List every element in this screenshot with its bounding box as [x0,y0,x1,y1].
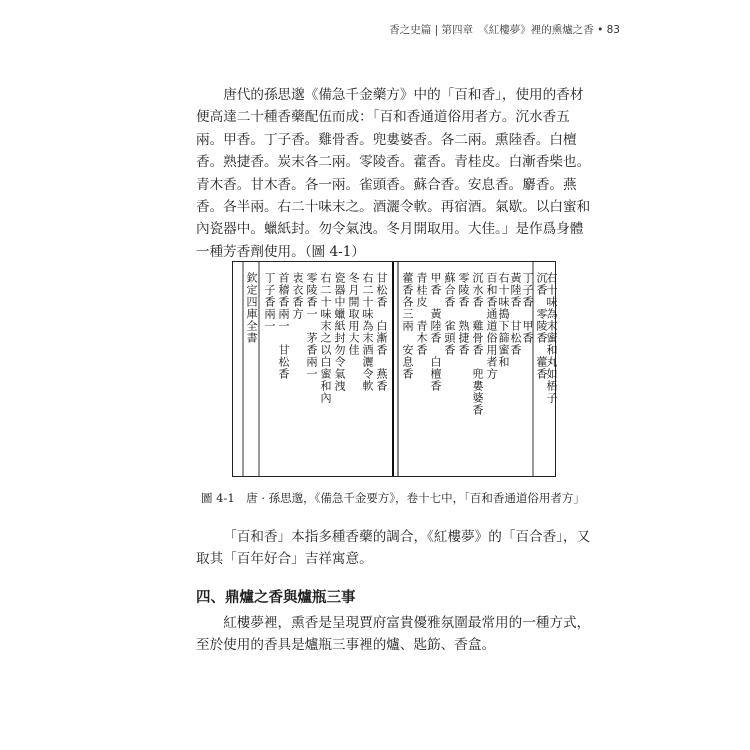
figure-column-7: 瓷器中蠟紙封勿令氣洩 [333,272,346,392]
figure-column-22: 右十味為末蜜和丸如梧子 [545,272,558,404]
figure-column-10: 甘松香 白漸香 燕香 [375,272,388,392]
figure-scan [232,261,556,477]
running-header: 香之史篇 | 第四章 《紅樓夢》裡的熏爐之香 • 83 [389,24,620,36]
figure-column-21: 沉香 零陵香 藿香 [535,272,548,380]
body-paragraph-1: 唐代的孫思邈《備急千金藥方》中的「百和香」，使用的香材便高達二十種香藥配伍而成：「百和香通道俗用者方。沉水香五兩。甲香。丁子香。雞骨香。兜婁婆香。各二兩。熏陸香。白檀香。熟捷香。炭末各二兩。零陵香。藿香。青桂皮。白漸香柴也。青木香。甘木香。各一兩。雀頭香。蘇合香。安息香。麝香。燕香。各半兩。右二十味末之。酒灑令軟。再宿酒。氣歇。以白蜜和內瓷器中。蠟紙封。勿令氣洩。冬月開取用。大佳。」是作爲身體一種芳香劑使用。（圖 4-1） [196,87,591,260]
body-paragraph-3: 紅樓夢裡，熏香是呈現賈府富貴優雅氛圍最常用的一種方式，至於使用的香具是爐瓶三事裡的爐、匙筯、香盒。 [196,615,591,654]
figure-column-1: 欽定四庫全書 [245,272,258,344]
figure-caption: 圖 4-1 唐 · 孫思邈，《備急千金要方》，卷十七中，「百和香通道俗用者方」 [201,491,585,505]
figure-column-9: 右二十味為末酒灑令軟 [361,272,374,392]
figure-column-13: 甲香 黃陸香 白檀香 [429,272,442,392]
body-paragraph-2: 「百和香」本指多種香藥的調合，《紅樓夢》的「百合香」，又取其「百年好合」吉祥寓意。 [196,529,591,568]
figure-column-16: 沉水香 雞骨香 兜婁婆香 [471,272,484,416]
figure-column-20: 丁子香 甲香 [521,272,534,344]
figure-column-19: 黃陸香 甘松香 [509,272,522,356]
figure-column-12: 青桂皮 青木香 [415,272,428,356]
figure-column-2: 丁子香兩一 [263,272,276,332]
figure-column-18: 右十味搗下篩蜜和 [497,272,510,368]
figure-column-8: 冬月開取用大佳 [347,272,360,356]
figure-column-14: 蘇合香 雀頭香 [443,272,456,356]
figure-column-15: 零陵香 熟捷香 [457,272,470,356]
figure-column-11: 藿香各三兩 安息香 [401,272,414,380]
figure-column-5: 零陵香一 茅香兩一 [305,272,318,380]
figure-column-4: 衷衣香方 [291,272,304,320]
section-heading: 四、鼎爐之香與爐瓶三事 [196,589,356,606]
figure-column-3: 首稽香兩一 甘松香 [277,272,290,380]
figure-column-17: 百和香通道俗用者方 [485,272,498,380]
figure-column-6: 右二十味末之以白蜜和內 [319,272,332,404]
